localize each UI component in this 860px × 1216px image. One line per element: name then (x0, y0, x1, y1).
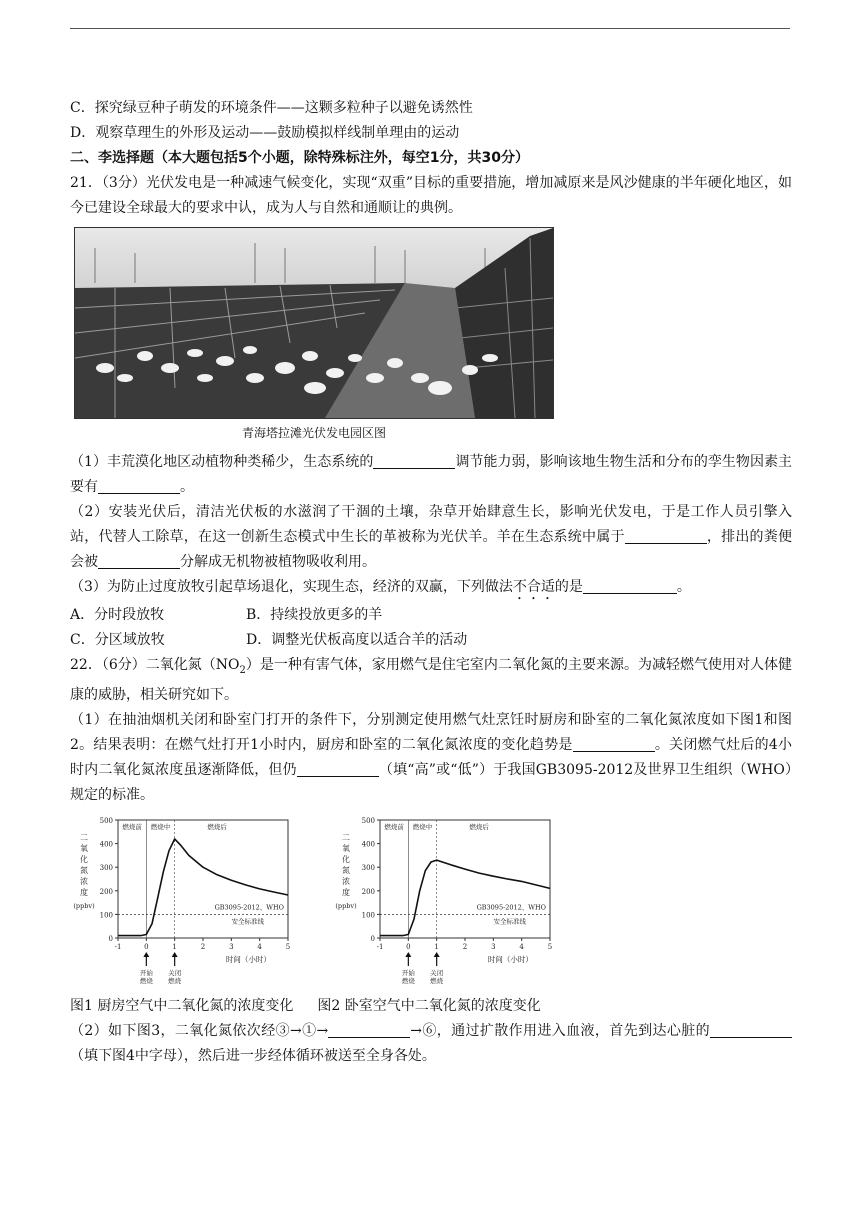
q22-1-text-b: 。关闭燃气灶后的4小时内二氧化氮浓度虽逐渐降低，但仍 (70, 736, 792, 778)
bedroom-no2-chart (332, 812, 562, 990)
answer-blank[interactable] (573, 735, 655, 752)
event-arrow-label: 燃烧 (401, 976, 415, 985)
q22-part2 (70, 1019, 792, 1069)
answer-blank[interactable] (373, 452, 455, 469)
x-tick-label: 1 (434, 942, 439, 951)
phase-label: 燃烧前 (122, 822, 142, 831)
y-tick-label: 400 (361, 840, 375, 849)
emphasis-text: 不合适 (512, 579, 555, 595)
q21-intro: 21．（3分）光伏发电是一种减速气候变化，实现“双重”目标的重要措施，增加减原来是风沙健康的半年硬化地区，如今已建设全球最大的要求中认，成为人与自然和通顺让的典例。 (70, 175, 792, 216)
answer-blank[interactable] (328, 1021, 410, 1038)
answer-blank[interactable] (98, 552, 180, 569)
x-tick-label: 3 (491, 942, 496, 951)
q21-3-text-c: 。 (676, 579, 691, 595)
y-axis-label-char: 度 (342, 887, 350, 897)
y-axis-label-char: 度 (80, 887, 88, 897)
event-arrow-head (405, 952, 411, 957)
y-tick-label: 300 (99, 863, 113, 872)
phase-label: 燃烧后 (207, 822, 227, 831)
q22-intro (70, 653, 792, 708)
fig2-caption: 图2 卧室空气中二氧化氮的浓度变化 (317, 997, 541, 1014)
solar-park-figure (74, 227, 554, 446)
event-arrow-label: 开始 (401, 968, 415, 977)
y-axis-label-char: 氮 (80, 865, 88, 875)
event-arrow-head (434, 952, 440, 957)
phase-label: 燃烧中 (412, 822, 433, 831)
q22-intro-b: ）是一种有害气体，家用燃气是住宅室内二氧化氮的主要来源。为减轻燃气使用对人体健康的威胁，相关研究如下。 (70, 657, 793, 703)
x-axis-label: 时间（小时） (225, 954, 271, 964)
q21-2-text-c: 分解成无机物被植物吸收利用。 (180, 554, 376, 570)
y-tick-label: 0 (370, 934, 375, 943)
x-tick-label: 0 (406, 942, 411, 951)
x-tick-label: 3 (229, 942, 234, 951)
y-tick-label: 100 (99, 911, 113, 920)
x-tick-label: 5 (547, 942, 553, 951)
q22-intro-a: 22．（6分）二氧化氮（NO (70, 657, 240, 673)
y-axis-label-char: 氧 (80, 843, 88, 853)
answer-blank[interactable] (625, 527, 707, 544)
y-axis-label-char: 氧 (342, 843, 350, 853)
solar-park-photo (74, 227, 554, 419)
x-tick-label: 5 (285, 942, 291, 951)
q22-2-text-c: （填下图4中字母），然后进一步经体循环被送至全身各处。 (70, 1047, 436, 1064)
q21-3-text-a: （3）为防止过度放牧引起草场退化，实现生态，经济的双赢，下列做法 (70, 579, 513, 595)
y-axis-label-char: 浓 (80, 876, 88, 886)
phase-label: 燃烧后 (469, 822, 489, 831)
x-tick-label: 1 (172, 942, 177, 951)
y-axis-label-char: 二 (80, 832, 88, 842)
q21-options-row1 (70, 603, 792, 628)
q21-part2 (70, 500, 792, 575)
x-tick-label: 2 (200, 942, 206, 951)
x-tick-label: 4 (519, 942, 524, 951)
y-tick-label: 200 (99, 887, 113, 896)
header-rule (70, 28, 790, 29)
phase-label: 燃烧中 (150, 822, 171, 831)
charts-row (70, 812, 792, 990)
q22-2-text-a: （2）如下图3，二氧化氮依次经③→①→ (70, 1022, 329, 1039)
q21-option-c: C．分区域放牧 (70, 632, 165, 648)
y-tick-label: 0 (108, 934, 113, 943)
q21-1-text-b: 调节能力弱，影响该地生物生活和分布的孪生物因素主要有 (70, 454, 793, 495)
event-arrow-label: 燃烧 (168, 976, 182, 985)
section-title: 二、李选择题（本大题包括5个小题，除特殊标注外，每空1分，共30分） (70, 150, 529, 166)
q21-2-text-b: ，排出的粪便会被 (70, 529, 793, 570)
threshold-annotation-2: 安全标准线 (493, 917, 526, 926)
threshold-annotation-2: 安全标准线 (231, 917, 264, 926)
event-arrow-head (172, 952, 178, 957)
y-axis-unit: (ppbv) (335, 901, 357, 910)
q21-part3 (70, 575, 792, 603)
event-arrow-label: 燃烧 (430, 976, 444, 985)
y-axis-label-char: 浓 (342, 876, 350, 886)
event-arrow-head (143, 952, 149, 957)
y-tick-label: 100 (361, 911, 375, 920)
event-arrow-label: 关闭 (168, 968, 182, 977)
x-tick-label: -1 (114, 942, 122, 951)
event-arrow-label: 开始 (139, 968, 153, 977)
y-axis-unit: (ppbv) (73, 901, 95, 910)
bedroom-no2-chart-svg (332, 812, 562, 990)
x-axis-label: 时间（小时） (487, 954, 533, 964)
option-d: D．观察草理生的外形及运动——鼓励模拟样线制单理由的运动 (70, 125, 460, 141)
y-tick-label: 400 (99, 840, 113, 849)
y-tick-label: 500 (361, 816, 375, 825)
answer-blank[interactable] (297, 760, 379, 777)
q21-part1 (70, 450, 792, 500)
y-axis-label-char: 二 (342, 832, 350, 842)
event-arrow-label: 燃烧 (139, 976, 153, 985)
q22-intro-sub: 2 (239, 664, 246, 676)
x-tick-label: -1 (376, 942, 384, 951)
solar-park-illustration (75, 228, 553, 418)
q22-2-text-b: →⑥，通过扩散作用进入血液，首先到达心脏的 (410, 1022, 711, 1039)
photo-caption: 青海塔拉滩光伏发电园区图 (241, 426, 386, 440)
phase-label: 燃烧前 (384, 822, 404, 831)
y-axis-label-char: 氮 (342, 865, 350, 875)
x-tick-label: 2 (462, 942, 468, 951)
figure-captions (70, 994, 792, 1019)
q21-1-text-a: （1）丰荒漠化地区动植物种类稀少，生态系统的 (70, 454, 374, 470)
q21-1-text-c: 。 (180, 479, 194, 495)
fig1-caption: 图1 厨房空气中二氧化氮的浓度变化 (70, 997, 294, 1014)
kitchen-no2-chart-svg (70, 812, 300, 990)
exam-content (70, 96, 792, 1069)
q22-1-text-a: （1）在抽油烟机关闭和卧室门打开的条件下，分别测定使用燃气灶烹饪时厨房和卧室的二氧化氮浓度如下图1和图2。结果表明：在燃气灶打开1小时内，厨房和卧室的二氧化氮浓度的变化趋势是 (70, 711, 792, 753)
answer-blank[interactable] (710, 1021, 792, 1038)
option-c: C．探究绿豆种子萌发的环境条件——这颗多粒种子以避免诱然性 (70, 100, 473, 116)
y-tick-label: 300 (361, 863, 375, 872)
threshold-annotation: GB3095-2012、WHO (476, 903, 546, 912)
event-arrow-label: 关闭 (430, 968, 444, 977)
x-tick-label: 0 (144, 942, 149, 951)
y-tick-label: 200 (361, 887, 375, 896)
y-tick-label: 500 (99, 816, 113, 825)
q21-3-text-b: 的是 (554, 579, 583, 595)
kitchen-no2-chart (70, 812, 300, 990)
q21-options-row2 (70, 628, 792, 653)
q21-2-text-a: （2）安装光伏后，清洁光伏板的水滋润了干涸的土壤，杂草开始肆意生长，影响光伏发电，于是工作人员引擎入站，代替人工除草，在这一创新生态模式中生长的革被称为光伏羊。羊在生态系统中属于 (70, 504, 792, 545)
q22-1-text-c: （填“高”或“低”）于我国GB3095-2012及世界卫生组织（WHO）规定的标准。 (70, 761, 792, 803)
y-axis-label-char: 化 (342, 854, 350, 864)
q22-part1 (70, 708, 792, 808)
x-tick-label: 4 (257, 942, 262, 951)
q21-option-b: B．持续投放更多的羊 (246, 607, 383, 623)
q21-option-a: A．分时段放牧 (70, 607, 165, 623)
answer-blank[interactable] (583, 577, 677, 594)
threshold-annotation: GB3095-2012、WHO (214, 903, 284, 912)
y-axis-label-char: 化 (80, 854, 88, 864)
q21-option-d: D．调整光伏板高度以适合羊的活动 (246, 632, 468, 648)
answer-blank[interactable] (98, 477, 180, 494)
